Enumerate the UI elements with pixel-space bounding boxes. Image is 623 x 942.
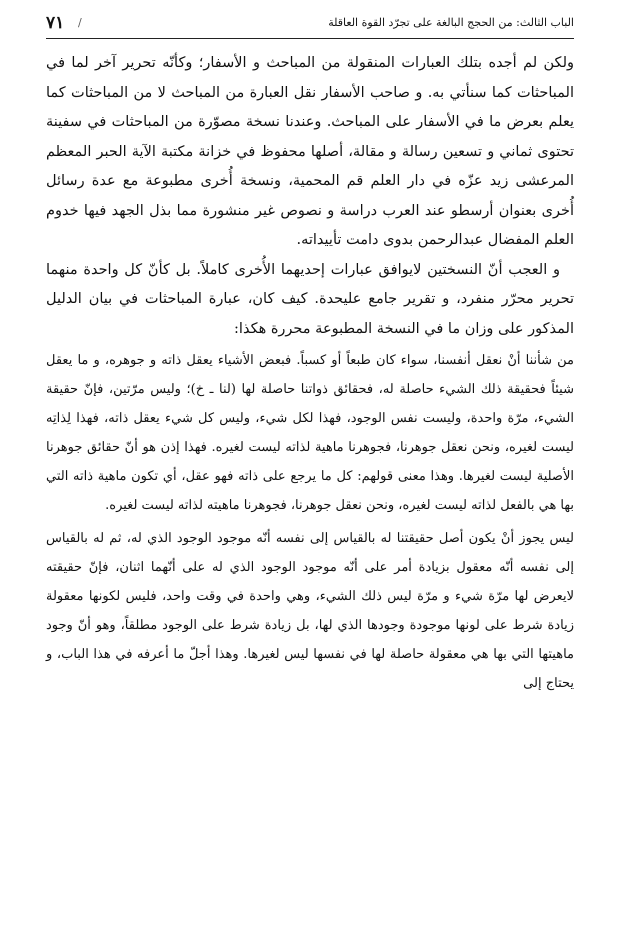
chapter-title: الباب الثالث: من الحجج البالغة على تجرّد القوة العاقلة: [328, 16, 574, 29]
page-number: ٧١: [46, 13, 65, 33]
quote-paragraph-2: ليس يجوز أنْ يكون أصل حقيقتنا له بالقياس إلى نفسه أنّه موجود الوجود الذي له، ثم له بالقياس إلى نفسه أنّه معقول بزيادة أمر على أنّه موجود الوجود الذي له على أنّهما اثنان، فإنّ حقيقته لايعرض لها مرّة شيء و مرّة ليس ذلك الشيء، وهي واحدة في وقت واحد، فليس لكونها معقولة زيادة شرط على لونها موجودة وجودها الذي لها، بل زيادة شرط على الوجود مطلقاً، وهو أنّ وجود ماهيتها التي بها هي معقولة حاصلة لها في نفسها ليس لغيرها. وهذا أجلّ ما أعرفه في هذا الباب، و يحتاج إلى: [46, 531, 574, 691]
body-paragraph-1: ولكن لم أجده بتلك العبارات المنقولة من المباحث و الأسفار؛ وكأنّه تحرير آخر لما في المباحثات كما سنأتي به. و صاحب الأسفار نقل العبارة من المباحث لا من المباحثات كما يعلم بعرض ما في الأسفار على المباحث. وعندنا نسخة مصوّرة من المباحثات في سفينة تحتوى ثماني و تسعين رسالة و مقالة، أصلها محفوظ في خزانة مكتبة الآية الحبر المعظم المرعشى زيد عزّه في دار العلم قم المحمية، ونسخة أُخرى مطبوعة مع عدة رسائل أُخرى بعنوان أرسطو عند العرب دراسة و نصوص غير منشورة مما بذل الجهد فيها خدوم العلم المفضال عبدالرحمن بدوى دامت تأييداته.: [46, 55, 574, 248]
running-header: [46, 8, 574, 39]
header-separator: /: [78, 16, 82, 29]
main-text: [46, 49, 574, 344]
quoted-passage: [46, 346, 574, 698]
quote-paragraph-1: من شأننا أنْ نعقل أنفسنا، سواء كان طبعاً أو كسباً. فبعض الأشياء يعقل ذاته و جوهره، و ما يعقل شيئاً فحقيقة ذلك الشيء حاصلة له، فحقائق ذواتنا حاصلة لها (لنا ـ خ)؛ وليس مرّتين، فإنّ حقيقة الشيء، مرّة واحدة، وليست نفس الوجود، فهذا لكل شيء، وليس كل شيء يعقل ذاته، فهذا لِذاتِه ليست لغيره، ونحن نعقل جوهرنا، فجوهرنا ماهية لذاته ليست لغيره. فهذا إذن هو أنّ حقائق جوهرنا الأصلية ليست لغيرها. وهذا معنى قولهم: كل ما يرجع على ذاته فهو عقل، أي تكون ماهية ذاته التي بها هي بالفعل لذاته ليست لغيره، ونحن نعقل جوهرنا، فجوهرنا ماهيته لذاته ليست لغيره.: [46, 353, 574, 513]
document-page: [46, 8, 574, 933]
body-paragraph-2: و العجب أنّ النسختين لايوافق عبارات إحديهما الأُخرى كاملاً. بل كأنّ كل واحدة منهما تحرير محرّر منفرد، و تقرير جامع عليحدة. كيف كان، عبارة المباحثات في بيان الدليل المذكور على وزان ما في النسخة المطبوعة محررة هكذا:: [46, 261, 574, 337]
